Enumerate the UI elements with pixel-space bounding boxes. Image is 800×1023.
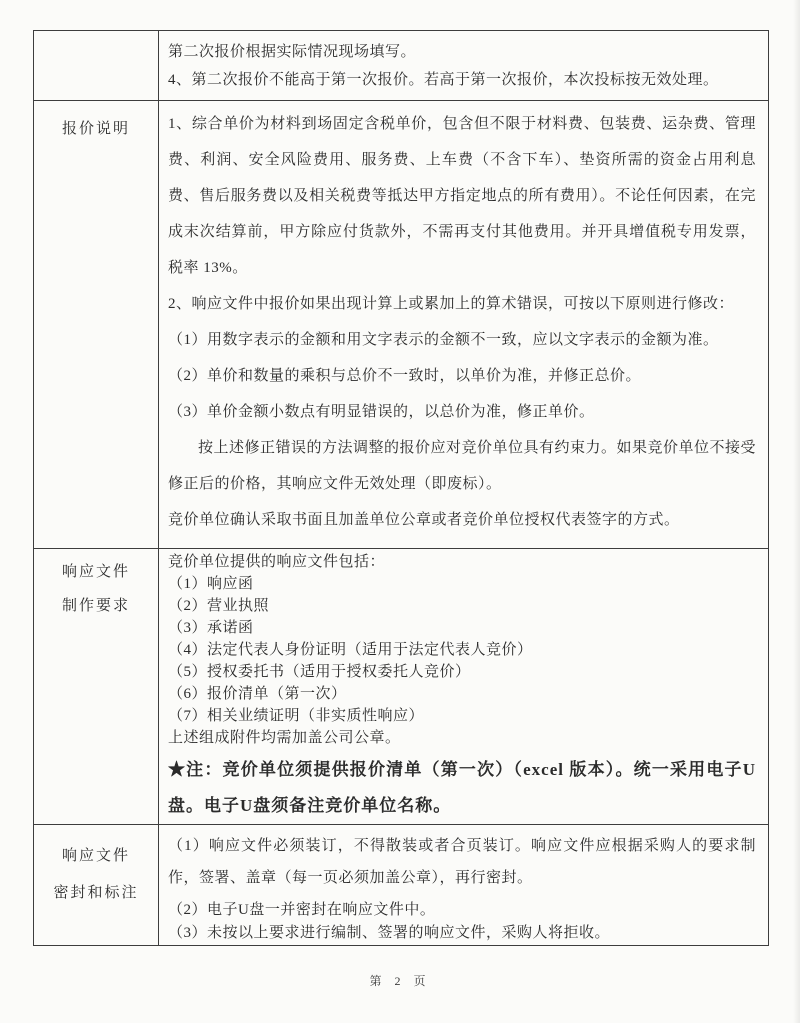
row-label-empty <box>34 31 159 101</box>
list-item: （3）承诺函 <box>168 620 254 636</box>
paragraph: 4、第二次报价不能高于第一次报价。若高于第一次报价，本次投标按无效处理。 <box>168 72 719 88</box>
paragraph: 1、综合单价为材料到场固定含税单价，包含但不限于材料费、包装费、运杂费、管理费、利润、安全风险费用、服务费、上车费（不含下车）、垫资所需的资金占用利息费、售后服务费以及相关税费等抵达甲方指定地点的所有费用）。不论任何因素，在完成末次结算前，甲方除应付货款外，不需再支付其他费用。并开具增值税专用发票，税率 13%。 <box>168 116 756 276</box>
row-label-quotation-notes: 报价说明 <box>34 101 159 549</box>
row-label-response-doc-sealing <box>34 825 159 946</box>
row-label-line: 密封和标注 <box>53 885 139 901</box>
list-item: （6）报价清单（第一次） <box>168 686 347 702</box>
continuation-content <box>159 31 769 101</box>
list-item: （1）响应函 <box>168 576 254 592</box>
table-row-response-doc-requirements <box>34 549 769 825</box>
list-item: （7）相关业绩证明（非实质性响应） <box>168 708 425 724</box>
list-item: （2）单价和数量的乘积与总价不一致时，以单价为准，并修正总价。 <box>168 368 642 384</box>
paragraph: （1）响应文件必须装订，不得散装或者合页装订。响应文件应根据采购人的要求制作，签署、盖章（每一页必须加盖公章），再行密封。 <box>168 838 756 886</box>
row-label-line: 制作要求 <box>61 598 130 614</box>
table-row-quotation-notes <box>34 101 769 549</box>
paragraph: 第二次报价根据实际情况现场填写。 <box>168 44 417 60</box>
paragraph: 2、响应文件中报价如果出现计算上或累加上的算术错误，可按以下原则进行修改： <box>168 296 735 312</box>
row-label-line: 响应文件 <box>61 848 130 864</box>
star-note: ★注：竞价单位须提供报价清单（第一次）（excel 版本）。统一采用电子U盘。电子U盘须备注竞价单位名称。 <box>168 760 756 815</box>
paragraph: 竞价单位提供的响应文件包括： <box>168 554 386 570</box>
list-item: （3）未按以上要求进行编制、签署的响应文件，采购人将拒收。 <box>168 925 611 941</box>
page-number: 第 2 页 <box>369 974 431 988</box>
list-item: （2）电子U盘一并密封在响应文件中。 <box>168 902 436 918</box>
list-item: （1）用数字表示的金额和用文字表示的金额不一致，应以文字表示的金额为准。 <box>168 332 719 348</box>
row-label-response-doc-requirements <box>34 549 159 825</box>
paragraph: 竞价单位确认采取书面且加盖单位公章或者竞价单位授权代表签字的方式。 <box>168 512 680 528</box>
list-item: （3）单价金额小数点有明显错误的，以总价为准，修正单价。 <box>168 404 595 420</box>
row-label-line: 响应文件 <box>61 564 130 580</box>
table-row-response-doc-sealing <box>34 825 769 946</box>
response-doc-requirements-content <box>159 549 769 825</box>
quotation-notes-content <box>159 101 769 549</box>
list-item: （4）法定代表人身份证明（适用于法定代表人竞价） <box>168 642 533 658</box>
paragraph: 按上述修正错误的方法调整的报价应对竞价单位具有约束力。如果竞价单位不接受修正后的价格，其响应文件无效处理（即废标）。 <box>168 440 757 492</box>
list-item: （5）授权委托书（适用于授权委托人竞价） <box>168 664 471 680</box>
requirements-table <box>33 30 769 946</box>
response-doc-sealing-content <box>159 825 769 946</box>
paragraph: 上述组成附件均需加盖公司公章。 <box>168 730 401 746</box>
table-row-continuation <box>34 31 769 101</box>
list-item: （2）营业执照 <box>168 598 270 614</box>
